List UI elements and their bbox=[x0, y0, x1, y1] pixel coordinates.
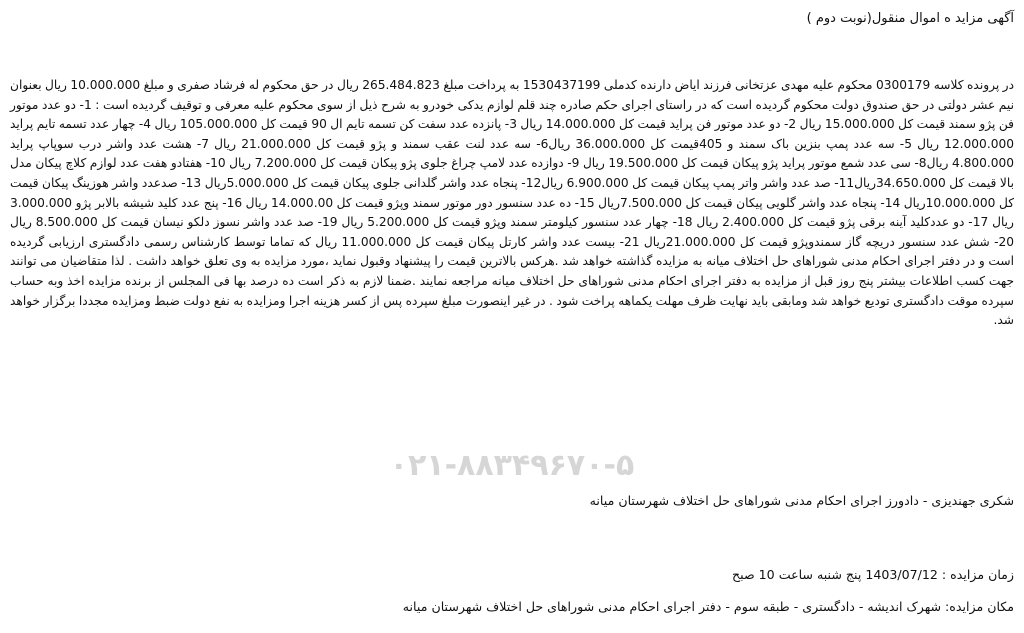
notice-body: در پرونده کلاسه 0300179 محکوم علیه مهدی عزتخانی فرزند ایاض دارنده کدملی 1530437199 به پرداخت مبلغ 265.484.823 ریال در حق محکوم له فرشاد صفری و مبلغ 10.000.000 ریال بعنوان نیم عشر دولتی در حق صندوق دولت محکوم گردیده است که در راستای اجرای حکم صادره چند قلم لوازم یدکی خودرو به شرح ذیل از سوی محکوم علیه معرفی و توقیف گردیده است : 1- دو عدد موتور فن پژو سمند قیمت کل 15.000.000 ریال 2- دو عدد موتور فن پراید قیمت کل 14.000.000 ریال 3- پانزده عدد سفت کن تسمه تایم ال 90 قیمت کل 105.000.000 ریال 4- چهار عدد تسمه تایم پراید 12.000.000 ریال 5- سه عدد پمپ بنزین باک سمند و 405قیمت کل 36.000.000 ریال6- سه عدد لنت عقب سمند و پژو قیمت کل 21.000.000 ریال 7- هشت عدد واشر درب سوپاپ پراید 4.800.000 ریال8- سی عدد شمع موتور پراید پژو پیکان قیمت کل 19.500.000 ریال 9- دوازده عدد لامپ چراغ جلوی پژو پیکان قیمت کل 7.200.000 ریال 10- هفتادو هفت عدد لوازم کلاچ پیکان مدل بالا قیمت کل 34.650.000ریال11- صد عدد واشر واتر پمپ پیکان قیمت کل 6.900.000 ریال12- پنجاه عدد واشر گلدانی جلوی پیکان قیمت کل 5.000.000ریال 13- صدعدد واشر هوزینگ پیکان قیمت کل 10.000.000ریال 14- پنجاه عدد واشر گلویی پیکان قیمت کل 7.500.000ریال 15- ده عدد سنسور دور موتور سمند وپژو قیمت کل 14.000.00 ریال 16- پنج عدد کلید شیشه بالابر پژو 3.000.000 ریال 17- دو عددکلید آینه برقی پژو قیمت کل 2.400.000 ریال 18- چهار عدد سنسور کیلومتر سمند وپژو قیمت کل 5.200.000 ریال 19- صد عدد واشر نسوز دلکو نیسان قیمت کل 8.500.000 ریال 20- شش عدد سنسور دریچه گاز سمندوپژو قیمت کل 21.000.000ریال 21- بیست عدد واشر کارتل پیکان قیمت کل 11.000.000 ریال که تماما توسط کارشناس رسمی دادگستری ارزیابی گردیده است و در دفتر اجرای احکام مدنی شوراهای حل اختلاف میانه به مزایده گذاشته خواهد شد .هرکس بالاترین قیمت را پیشنهاد وقبول نماید ،مورد مزایده به وی تعلق خواهد داشت . لذا متقاضیان می توانند جهت کسب اطلاعات بیشتر پنج روز قبل از مزایده به دفتر اجرای احکام مدنی شوراهای حل اختلاف میانه مراجعه نمایند .ضمنا لازم به ذکر است ده درصد بها فی المجلس از برنده مزایده اخذ وبه حساب سپرده موقت دادگستری تودیع خواهد شد ومابقی باید نهایت ظرف مهلت یکماهه پراخت شود . در غیر اینصورت مبلغ سپرده پس از کسر هزینه اجرا ومزایده به نفع دولت ضبط ومزایده مجددا برگزار خواهد شد. bbox=[10, 78, 1014, 328]
notice-title: آگهی مزاید ه اموال منقول(نوبت دوم ) bbox=[806, 11, 1014, 26]
auction-time: زمان مزایده : 1403/07/12 پنج شنبه ساعت 10 صبح bbox=[732, 567, 1014, 582]
signature-line: شکری جهندیزی - دادورز اجرای احکام مدنی شوراهای حل اختلاف شهرستان میانه bbox=[589, 493, 1014, 508]
phone-watermark: ۰۲۱-۸۸۳۴۹۶۷۰-۵ bbox=[389, 448, 635, 483]
auction-place: مکان مزایده: شهرک اندیشه - دادگستری - طبقه سوم - دفتر اجرای احکام مدنی شوراهای حل اختلاف شهرستان میانه bbox=[402, 599, 1014, 614]
